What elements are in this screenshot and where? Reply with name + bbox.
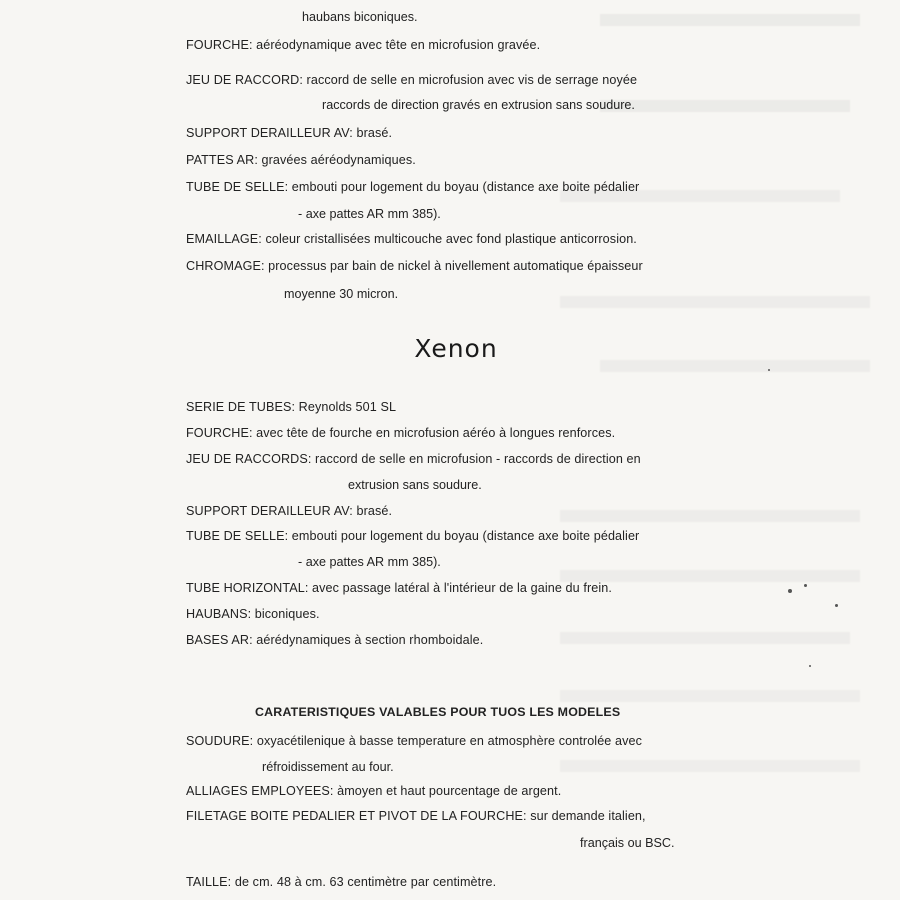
scan-speck [804, 584, 807, 587]
spec-line-tube-horizontal: TUBE HORIZONTAL: avec passage latéral à l'intérieur de la gaine du frein. [186, 581, 612, 595]
spec-line-bases-ar: BASES AR: aérédynamiques à section rhomboidale. [186, 633, 484, 647]
spec-line-soudure: SOUDURE: oxyacétilenique à basse temperature en atmosphère controlée avec [186, 734, 643, 748]
spec-line-raccords-continuation: extrusion sans soudure. [348, 478, 482, 492]
spec-line-emaillage: EMAILLAGE: coleur cristallisées multicouche avec fond plastique anticorrosion. [186, 232, 637, 246]
section-heading: CARATERISTIQUES VALABLES POUR TUOS LES MODELES [255, 705, 621, 719]
spec-line-jeu-de-raccords: JEU DE RACCORDS: raccord de selle en microfusion - raccords de direction en [186, 452, 641, 466]
spec-line-filetage: FILETAGE BOITE PEDALIER ET PIVOT DE LA FOURCHE: sur demande italien, [186, 809, 646, 823]
scan-speck [788, 589, 792, 593]
spec-line-soudure-continuation: réfroidissement au four. [262, 760, 394, 774]
scan-speck [835, 604, 838, 607]
spec-line-tube-de-selle: TUBE DE SELLE: embouti pour logement du boyau (distance axe boite pédalier [186, 529, 640, 543]
spec-line-pattes-ar: PATTES AR: gravées aéréodynamiques. [186, 153, 416, 167]
spec-line-raccord-continuation: raccords de direction gravés en extrusion sans soudure. [322, 98, 635, 112]
spec-line-fourche: FOURCHE: avec tête de fourche en microfusion aéréo à longues renforces. [186, 426, 616, 440]
spec-line-jeu-de-raccord: JEU DE RACCORD: raccord de selle en microfusion avec vis de serrage noyée [186, 73, 638, 87]
spec-line-chromage: CHROMAGE: processus par bain de nickel à nivellement automatique épaisseur [186, 259, 643, 273]
scan-speck [768, 369, 770, 371]
spec-line-tube-de-selle: TUBE DE SELLE: embouti pour logement du boyau (distance axe boite pédalier [186, 180, 640, 194]
spec-line-support-derailleur: SUPPORT DERAILLEUR AV: brasé. [186, 504, 393, 518]
spec-line-haubans: HAUBANS: biconiques. [186, 607, 320, 621]
model-title: Xenon [414, 334, 498, 363]
spec-line-selle-continuation: - axe pattes AR mm 385). [298, 555, 441, 569]
spec-line-selle-continuation: - axe pattes AR mm 385). [298, 207, 441, 221]
scan-speck [809, 665, 811, 667]
spec-line-support-derailleur: SUPPORT DERAILLEUR AV: brasé. [186, 126, 393, 140]
spec-line-taille: TAILLE: de cm. 48 à cm. 63 centimètre par centimètre. [186, 875, 497, 889]
haubans-continuation: haubans biconiques. [302, 10, 418, 24]
spec-line-alliages: ALLIAGES EMPLOYEES: àmoyen et haut pourcentage de argent. [186, 784, 562, 798]
spec-line-chromage-continuation: moyenne 30 micron. [284, 287, 399, 301]
spec-line-serie-de-tubes: SERIE DE TUBES: Reynolds 501 SL [186, 400, 397, 414]
spec-line-fourche: FOURCHE: aéréodynamique avec tête en microfusion gravée. [186, 38, 541, 52]
spec-line-filetage-continuation: français ou BSC. [580, 836, 675, 850]
